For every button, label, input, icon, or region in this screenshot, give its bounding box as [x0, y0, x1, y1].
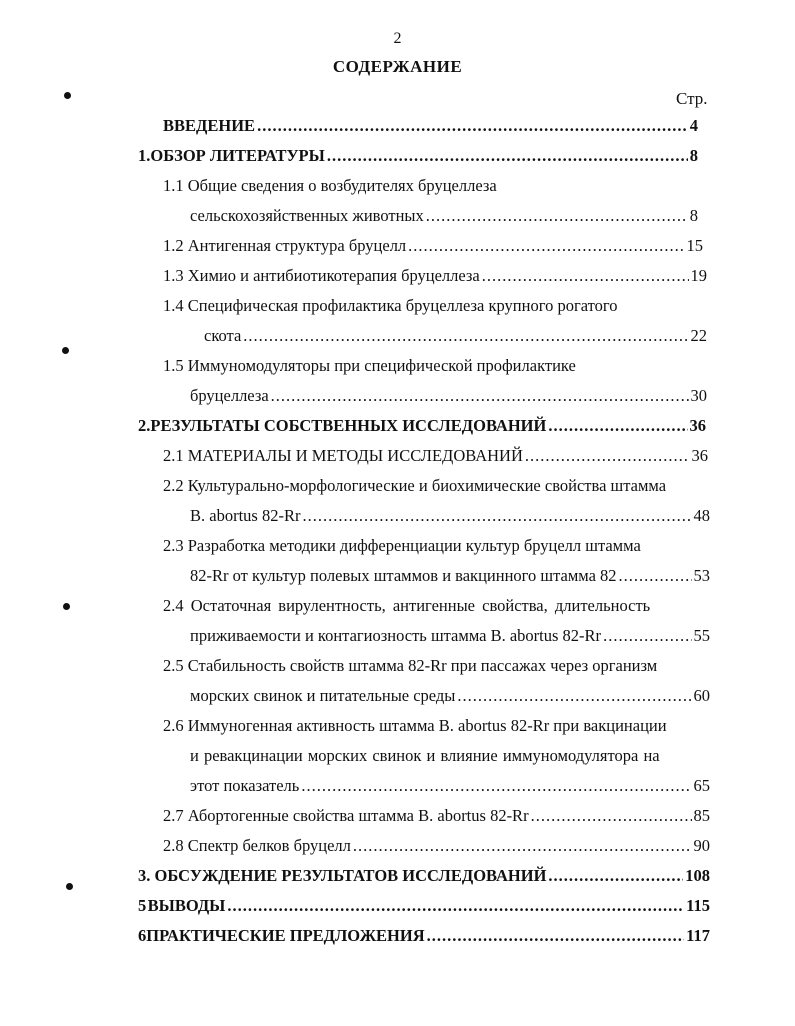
toc-entry-title: 3. ОБСУЖДЕНИЕ РЕЗУЛЬТАТОВ ИССЛЕДОВАНИЙ: [138, 866, 547, 885]
toc-entry-page: 60: [693, 686, 710, 705]
toc-entry-2-4-line1[interactable]: [163, 596, 711, 620]
toc-entry-title: и ревакцинации морских свинок и влияние иммуномодулятора на: [190, 746, 660, 765]
toc-entry-page: 22: [690, 326, 707, 345]
leader-dots: [227, 896, 684, 916]
toc-entry-title: 2.4 Остаточная вирулентность, антигенные свойства, длительность: [163, 596, 651, 615]
toc-entry-page: 55: [693, 626, 710, 645]
page-number: 2: [393, 30, 402, 47]
toc-entry-number: 1.: [138, 146, 151, 165]
toc-entry-page: 117: [686, 926, 710, 945]
leader-dots: [548, 416, 687, 436]
page-title: СОДЕРЖАНИЕ: [332, 57, 463, 76]
toc-entry-title: ПРАКТИЧЕСКИЕ ПРЕДЛОЖЕНИЯ: [146, 926, 425, 945]
toc-entry-2-2-line1[interactable]: [163, 476, 713, 500]
toc-entry-title: 2.6 Иммуногенная активность штамма B. abortus 82-Rr при вакцинации: [163, 716, 667, 735]
toc-entry-page: 115: [686, 896, 710, 915]
toc-entry-title: этот показатель: [190, 776, 300, 795]
toc-entry-title: 2.7 Абортогенные свойства штамма B. abortus 82-Rr: [163, 806, 529, 825]
toc-entry-page: 36: [689, 416, 706, 435]
toc-entry-page: 30: [690, 386, 707, 405]
toc-entry-2-2-line2[interactable]: [190, 506, 710, 530]
toc-entry-page: 15: [686, 236, 703, 255]
toc-entry-page: 53: [693, 566, 710, 585]
toc-entry-title: ВЫВОДЫ: [147, 896, 226, 915]
toc-entry-page: 85: [693, 806, 710, 825]
leader-dots: [408, 236, 684, 256]
toc-entry-title: 2.8 Спектр белков бруцелл: [163, 836, 351, 855]
toc-entry-2-1[interactable]: [163, 446, 708, 470]
toc-entry-2-4-line2[interactable]: [190, 626, 710, 650]
leader-dots: [271, 386, 689, 406]
leader-dots: [482, 266, 689, 286]
leader-dots: [531, 806, 692, 826]
leader-dots: [353, 836, 692, 856]
toc-entry-title: 2.5 Стабильность свойств штамма 82-Rr при пассажах через организм: [163, 656, 658, 675]
toc-entry-1-1-line2[interactable]: [190, 206, 698, 230]
leader-dots: [426, 206, 688, 226]
toc-entry-page: 48: [693, 506, 710, 525]
toc-entry-1-4-line1[interactable]: [163, 296, 703, 320]
leader-dots: [301, 776, 691, 796]
toc-entry-2-6-line3[interactable]: [190, 776, 710, 800]
leader-dots: [548, 866, 683, 886]
toc-entry-title: 1.4 Специфическая профилактика бруцеллеза крупного рогатого: [163, 296, 618, 315]
leader-dots: [619, 566, 692, 586]
toc-entry-page: 19: [690, 266, 707, 285]
toc-entry-page: 4: [689, 116, 698, 135]
toc-entry-chapter-6[interactable]: [138, 926, 710, 950]
toc-entry-title: РЕЗУЛЬТАТЫ СОБСТВЕННЫХ ИССЛЕДОВАНИЙ: [150, 416, 547, 435]
toc-entry-title: морских свинок и питательные среды: [190, 686, 456, 705]
toc-entry-number: 5: [138, 896, 147, 915]
leader-dots: [243, 326, 688, 346]
toc-entry-title: бруцеллеза: [190, 386, 269, 405]
toc-entry-1-5-line1[interactable]: [163, 356, 703, 380]
toc-entry-title: B. abortus 82-Rr: [190, 506, 301, 525]
toc-entry-title: 1.3 Химио и антибиотикотерапия бруцеллеза: [163, 266, 480, 285]
toc-entry-2-5-line2[interactable]: [190, 686, 710, 710]
toc-entry-number: 2.: [138, 416, 151, 435]
toc-entry-title: 1.2 Антигенная структура бруцелл: [163, 236, 407, 255]
toc-entry-2-3-line1[interactable]: [163, 536, 708, 560]
leader-dots: [525, 446, 690, 466]
toc-entry-page: 108: [685, 866, 710, 885]
toc-entry-title: 2.3 Разработка методики дифференциации культур бруцелл штамма: [163, 536, 641, 555]
toc-entry-title: 2.2 Культурально-морфологические и биохимические свойства штамма: [163, 476, 667, 495]
toc-entry-1-3[interactable]: [163, 266, 707, 290]
toc-entry-page: 90: [693, 836, 710, 855]
page-column-label: Стр.: [676, 89, 708, 108]
toc-entry-title: сельскохозяйственных животных: [190, 206, 424, 225]
toc-entry-intro[interactable]: [163, 116, 698, 140]
toc-entry-chapter-2[interactable]: [138, 416, 706, 440]
toc-entry-title: ОБЗОР ЛИТЕРАТУРЫ: [150, 146, 325, 165]
leader-dots: [257, 116, 688, 136]
toc-entry-2-7[interactable]: [163, 806, 710, 830]
toc-entry-2-8[interactable]: [163, 836, 710, 860]
toc-entry-title: 1.1 Общие сведения о возбудителях бруцеллеза: [163, 176, 497, 195]
toc-entry-page: 8: [689, 146, 698, 165]
toc-entry-title: ВВЕДЕНИЕ: [163, 116, 256, 135]
toc-entry-title: 1.5 Иммуномодуляторы при специфической профилактике: [163, 356, 576, 375]
leader-dots: [327, 146, 688, 166]
leader-dots: [603, 626, 691, 646]
toc-entry-page: 8: [689, 206, 698, 225]
toc-entry-1-2[interactable]: [163, 236, 703, 260]
toc-entry-page: 65: [693, 776, 710, 795]
toc-entry-chapter-3[interactable]: [138, 866, 710, 890]
toc-entry-2-3-line2[interactable]: [190, 566, 710, 590]
toc-entry-page: 36: [691, 446, 708, 465]
toc-entry-title: 82-Rr от культур полевых штаммов и вакцинного штамма 82: [190, 566, 617, 585]
toc-entry-chapter-1[interactable]: [138, 146, 698, 170]
toc-entry-title: приживаемости и контагиозность штамма B. abortus 82-Rr: [190, 626, 602, 645]
toc-entry-1-1-line1[interactable]: [163, 176, 698, 200]
toc-entry-1-4-line2[interactable]: [204, 326, 707, 350]
leader-dots: [427, 926, 685, 946]
toc-entry-1-5-line2[interactable]: [190, 386, 707, 410]
toc-entry-2-5-line1[interactable]: [163, 656, 708, 680]
leader-dots: [457, 686, 691, 706]
toc-entry-2-6-line1[interactable]: [163, 716, 713, 740]
toc-entry-2-6-line2[interactable]: [190, 746, 710, 770]
toc-entry-chapter-5[interactable]: [138, 896, 710, 920]
toc-entry-title: 2.1 МАТЕРИАЛЫ И МЕТОДЫ ИССЛЕДОВАНИЙ: [163, 446, 523, 465]
toc-entry-number: 6: [138, 926, 147, 945]
toc-entry-title: скота: [204, 326, 242, 345]
leader-dots: [302, 506, 691, 526]
